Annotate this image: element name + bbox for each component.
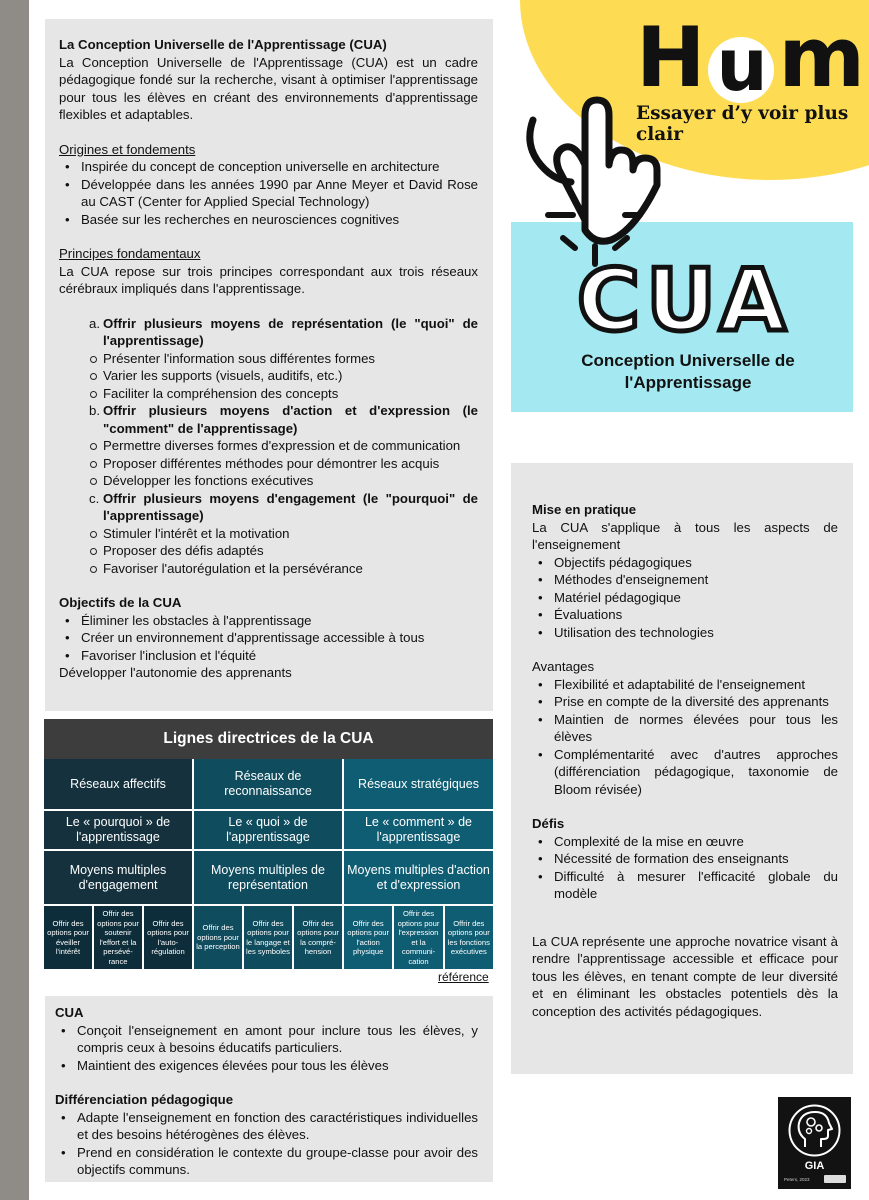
practice-panel [511,463,853,1074]
list-item: • Difficulté à mesurer l'efficacité globale du modèle [532,868,838,903]
origins-heading: Origines et fondements [59,141,196,157]
action-options [344,906,493,969]
network-strategic: Réseaux stratégiques [344,759,493,809]
gia-badge [778,1097,851,1189]
cua-overview-panel [45,19,493,711]
brain-gears-icon [787,1103,842,1158]
list-item: • Prend en considération le contexte du groupe-classe pour avoir des objectifs communs. [55,1144,478,1179]
principle-c-title: c. Offrir plusieurs moyens d'engagement (le "pourquoi" de l'apprentissage) [89,490,478,523]
list-item: • Favoriser l'inclusion et l'équité [59,647,478,665]
list-item: • Évaluations [532,606,838,624]
question-what: Le « quoi » de l'apprentissage [194,811,342,849]
pointing-hand-icon [515,70,675,270]
objectives-list [59,612,478,665]
list-item: • Méthodes d'enseignement [532,571,838,589]
practice-intro: La CUA s'applique à tous les aspects de l'enseignement [532,519,838,552]
list-item: Faciliter la compréhension des concepts [59,385,478,403]
list-item: • Nécessité de formation des enseignants [532,850,838,868]
list-item: • Complémentarité avec d'autres approches (différenciation pédagogique, taxonomie de Bloom révisée) [532,746,838,799]
list-item: • Inspirée du concept de conception universelle en architecture [59,158,478,176]
cua-list [55,1022,478,1075]
diagram-title: Lignes directrices de la CUA [44,719,493,759]
list-item: • Flexibilité et adaptabilité de l'enseignement [532,676,838,694]
reference-link[interactable]: référence [438,970,489,984]
networks-row [44,759,493,809]
list-item: Stimuler l'intérêt et la motivation [59,525,478,543]
objectives-trailing: Développer l'autonomie des apprenants [59,665,292,680]
cc-license-icon [824,1175,846,1183]
option-cell: Offrir des options pour la perception [194,906,242,969]
list-item: • Éliminer les obstacles à l'apprentissage [59,612,478,630]
list-item: • Complexité de la mise en œuvre [532,833,838,851]
means-row [44,851,493,904]
question-how: Le « comment » de l'apprentissage [344,811,493,849]
engagement-options [44,906,192,969]
cua-heading: CUA [55,1005,84,1020]
option-cell: Offrir des options pour la compré-hension [294,906,342,969]
option-cell: Offrir des options pour l'expression et la communi-cation [394,906,442,969]
list-item: Varier les supports (visuels, auditifs, etc.) [59,367,478,385]
principles-list [59,315,478,578]
list-item: Permettre diverses formes d'expression et de communication [59,437,478,455]
guidelines-diagram [44,719,493,969]
list-item: • Conçoit l'enseignement en amont pour inclure tous les élèves, y compris ceux à besoins éducatifs particuliers. [55,1022,478,1057]
advantages-heading: Avantages [532,659,595,674]
principles-intro: La CUA repose sur trois principes correspondant aux trois réseaux cérébraux impliqués dans l'apprentissage. [59,263,478,296]
objectives-heading: Objectifs de la CUA [59,595,182,610]
list-item: • Créer un environnement d'apprentissage accessible à tous [59,629,478,647]
hum-logo: H u m [636,9,864,107]
advantages-list [532,676,838,799]
principle-a-items [59,350,478,403]
list-item: • Prise en compte de la diversité des apprenants [532,693,838,711]
questions-row [44,811,493,849]
list-item: Présenter l'information sous différentes formes [59,350,478,368]
list-item: • Maintien de normes élevées pour tous les élèves [532,711,838,746]
principles-heading: Principes fondamentaux [59,246,201,261]
overview-title: La Conception Universelle de l'Apprentissage (CUA) [59,37,387,52]
principle-b-title: b. Offrir plusieurs moyens d'action et d'expression (le "comment" de l'apprentissage) [89,403,478,436]
means-representation: Moyens multiples de représentation [194,851,342,904]
means-action: Moyens multiples d'action et d'expression [344,851,493,904]
principle-b-items [59,437,478,490]
option-cell: Offrir des options pour les fonctions exécutives [445,906,493,969]
list-item: • Développée dans les années 1990 par Anne Meyer et David Rose au CAST (Center for Applied Special Technology) [59,176,478,211]
list-item: Proposer différentes méthodes pour démontrer les acquis [59,455,478,473]
list-item: • Matériel pédagogique [532,589,838,607]
practice-list [532,554,838,642]
option-cell: Offrir des options pour l'auto-régulation [144,906,192,969]
options-row [44,906,493,969]
list-item: Développer les fonctions exécutives [59,472,478,490]
differentiation-heading: Différenciation pédagogique [55,1092,234,1107]
network-affective: Réseaux affectifs [44,759,192,809]
left-edge-bar [0,0,29,1200]
option-cell: Offrir des options pour soutenir l'effort et la persévé-rance [94,906,142,969]
cua-big-title: CUA [577,251,792,351]
overview-intro: La Conception Universelle de l'Apprentissage (CUA) est un cadre pédagogique fondé sur la recherche, visant à optimiser l'apprentissage pour tous les élèves en créant des environnements d'apprentissage flexibles et adaptables. [59,54,478,122]
option-cell: Offrir des options pour l'action physique [344,906,392,969]
means-engagement: Moyens multiples d'engagement [44,851,192,904]
differentiation-list [55,1109,478,1179]
challenges-heading: Défis [532,816,565,831]
network-recognition: Réseaux de reconnaissance [194,759,342,809]
practice-heading: Mise en pratique [532,502,637,517]
cua-subtitle: Conception Universelle de l'Apprentissage [581,351,795,392]
conclusion-text: La CUA représente une approche novatrice visant à rendre l'apprentissage accessible et efficace pour tous les élèves, en tenant compte de leur diversité et en éliminant les obstacles potentiels dès la conception des activités pédagogiques. [532,933,838,1019]
principle-a-title: a. Offrir plusieurs moyens de représentation (le "quoi" de l'apprentissage) [89,315,478,348]
list-item: Favoriser l'autorégulation et la persévérance [59,560,478,578]
list-item: • Utilisation des technologies [532,624,838,642]
comparison-panel [45,996,493,1182]
question-why: Le « pourquoi » de l'apprentissage [44,811,192,849]
gia-credit: Peters, 2023 [784,1177,810,1182]
list-item: • Adapte l'enseignement en fonction des caractéristiques individuelles et des besoins hétérogènes des élèves. [55,1109,478,1144]
hum-tagline: Essayer d’y voir plus clair [636,103,849,145]
list-item: • Objectifs pédagogiques [532,554,838,572]
challenges-list [532,833,838,903]
list-item: Proposer des défis adaptés [59,542,478,560]
option-cell: Offrir des options pour le langage et les symboles [244,906,292,969]
option-cell: Offrir des options pour éveiller l'intérêt [44,906,92,969]
list-item: • Maintient des exigences élevées pour tous les élèves [55,1057,478,1075]
representation-options [194,906,342,969]
origins-list [59,158,478,228]
gia-label: GIA [804,1160,825,1172]
principle-c-items [59,525,478,578]
list-item: • Basée sur les recherches en neurosciences cognitives [59,211,478,229]
